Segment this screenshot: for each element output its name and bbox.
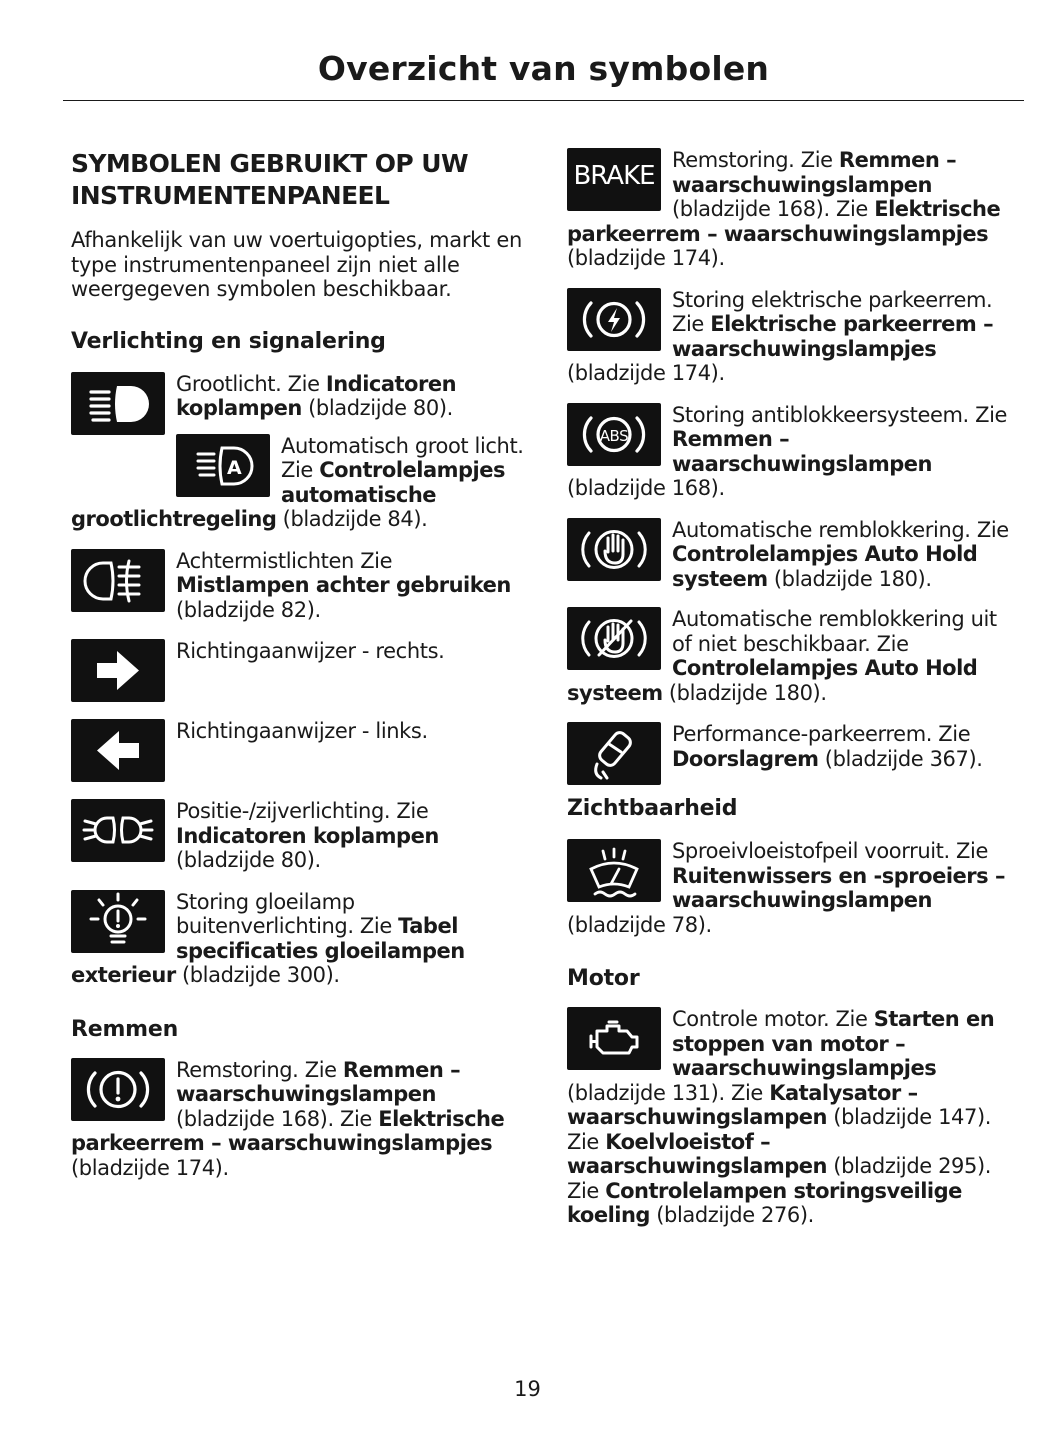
svg-text:ABS: ABS <box>599 426 629 445</box>
page-number: 19 <box>514 1377 541 1401</box>
check-engine-icon <box>567 1007 661 1070</box>
entry-check-engine: Controle motor. Zie Starten en stoppen van motor – waarschuwingslampjes (bladzijde 131). Zie Katalysator – waarschuwingslampen (bladzijde 147). Zie Koelvloeistof – waarschuwingslampen (bladzijde 295). Zie Controlelampen storingsveilige koeling (bladzijde 276). <box>567 1007 995 1227</box>
page-header <box>63 45 1024 101</box>
abs-icon <box>567 403 661 466</box>
svg-text:A: A <box>227 456 242 479</box>
entry-abs-fault: ABS Storing antiblokkeersysteem. Zie Remmen – waarschuwingslampen (bladzijde 168). <box>567 402 1008 500</box>
entry-brake-text: BRAKE Remstoring. Zie Remmen – waarschuwingslampen (bladzijde 168). Zie Elektrische parkeerrem – waarschuwingslampjes (bladzijde 174). <box>567 148 1001 270</box>
performance-park-brake-icon <box>567 722 661 785</box>
auto-hold-off-icon <box>567 607 661 670</box>
entry-rear-fog: Achtermistlichten Zie Mistlampen achter gebruiken (bladzijde 82). <box>71 549 526 623</box>
entry-epb-fault: Storing elektrische parkeerrem. Zie Elektrische parkeerrem – waarschuwingslampjes (bladzijde 174). <box>567 287 994 385</box>
entry-auto-high-beam: A Automatisch groot licht. Zie Controlelampjes automatische grootlichtregeling (bladzijde 84). <box>71 433 524 531</box>
high-beam-icon <box>71 372 165 435</box>
washer-fluid-icon <box>567 839 661 902</box>
auto-hold-icon <box>567 518 661 581</box>
left-column <box>71 148 526 1180</box>
lighting-heading: Verlichting en signalering <box>71 328 386 354</box>
entry-performance-brake: Performance-parkeerrem. Zie Doorslagrem (bladzijde 367). <box>567 722 1022 771</box>
intro-text: Afhankelijk van uw voertuigopties, markt en type instrumentenpaneel zijn niet alle weergegeven symbolen beschikbaar. <box>71 228 522 301</box>
entry-brake-fault: Remstoring. Zie Remmen – waarschuwingslampen (bladzijde 168). Zie Elektrische parkeerrem – waarschuwingslampjes (bladzijde 174). <box>71 1057 505 1180</box>
electric-park-brake-icon <box>567 288 661 351</box>
entry-auto-hold: Automatische remblokkering. Zie Controlelampjes Auto Hold systeem (bladzijde 180). <box>567 518 1022 592</box>
side-lights-icon <box>71 799 165 862</box>
brake-warning-icon <box>71 1058 165 1121</box>
right-column <box>567 148 1022 1228</box>
page-title: Overzicht van symbolen <box>317 49 770 88</box>
entry-bulb-failure: Storing gloeilamp buitenverlichting. Zie Tabel specificaties gloeilampen exterieur (bladzijde 300). <box>71 889 465 987</box>
entry-turn-right: Richtingaanwijzer - rechts. <box>71 639 526 704</box>
entry-turn-left: Richtingaanwijzer - links. <box>71 719 526 784</box>
brake-text-icon: BRAKE <box>567 148 661 211</box>
brakes-heading: Remmen <box>71 1016 179 1042</box>
arrow-right-icon <box>71 639 165 702</box>
auto-high-beam-icon <box>176 434 270 497</box>
entry-washer-fluid: Sproeivloeistofpeil voorruit. Zie Ruitenwissers en -sproeiers – waarschuwingslampen (bladzijde 78). <box>567 839 1005 937</box>
arrow-left-icon <box>71 719 165 782</box>
entry-position-lights: Positie-/zijverlichting. Zie Indicatoren koplampen (bladzijde 80). <box>71 799 526 873</box>
engine-heading: Motor <box>567 966 640 991</box>
entry-auto-hold-off: Automatische remblokkering uit of niet beschikbaar. Zie Controlelampjes Auto Hold systeem (bladzijde 180). <box>567 607 997 705</box>
entry-high-beam: Grootlicht. Zie Indicatoren koplampen (bladzijde 80). <box>71 372 526 421</box>
visibility-heading: Zichtbaarheid <box>567 796 738 821</box>
bulb-failure-icon <box>71 890 165 953</box>
section-heading: SYMBOLEN GEBRUIKT OP UW INSTRUMENTENPANEEL <box>71 149 468 210</box>
rear-fog-lamp-icon <box>71 549 165 612</box>
